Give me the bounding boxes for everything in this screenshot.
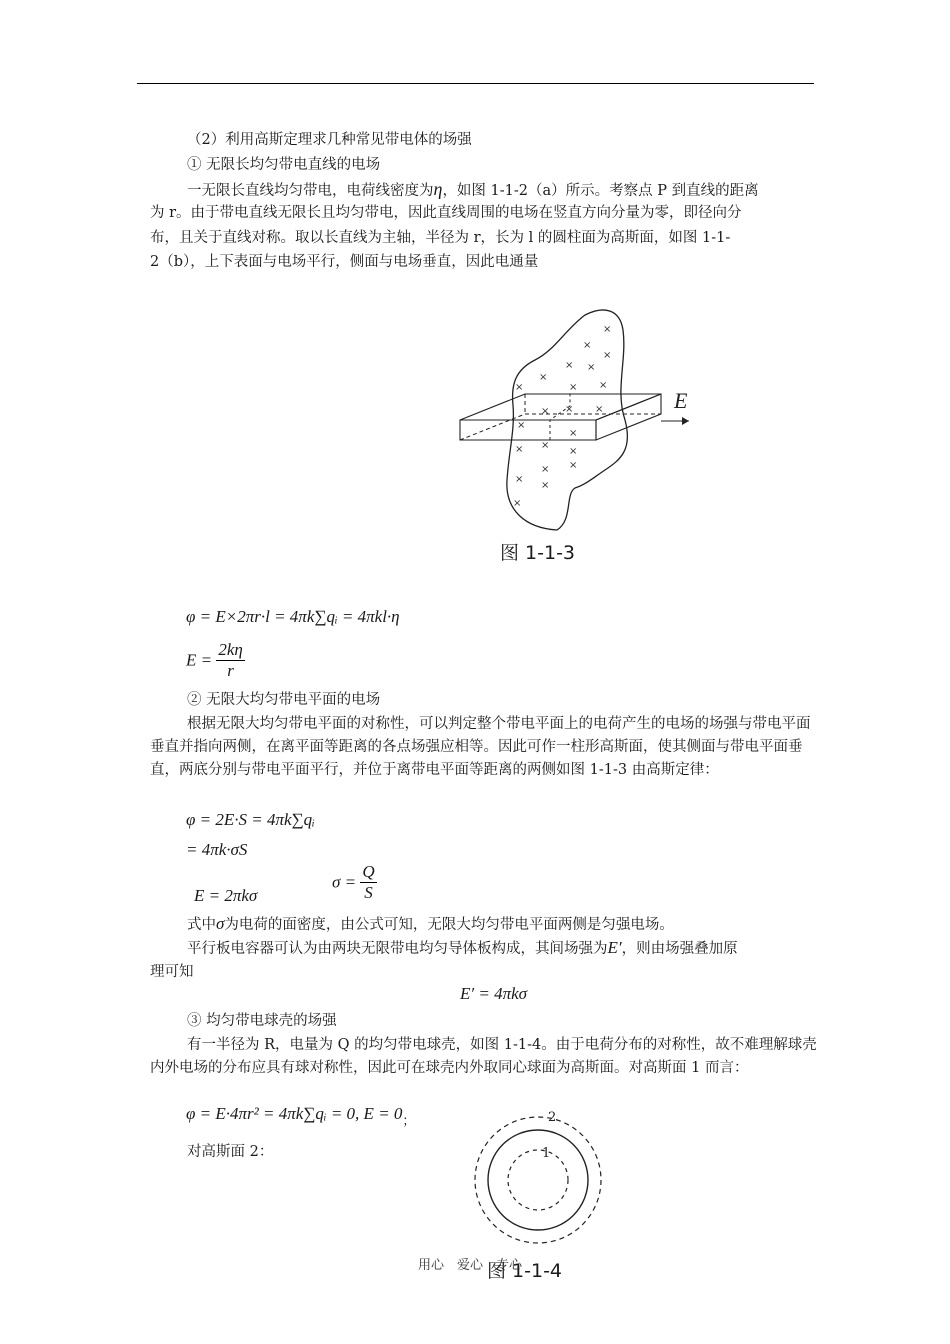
item2-note-b: 为电荷的面密度，由公式可知，无限大均匀带电平面两侧是匀强电场。 <box>224 917 674 933</box>
eta-symbol: η <box>433 179 443 199</box>
charge-mark: × <box>515 444 524 455</box>
charge-mark: × <box>603 324 612 335</box>
charge-mark: × <box>541 464 550 475</box>
eq-plane-1: φ = 2E·S = 4πk∑qᵢ <box>186 810 315 829</box>
eq-line-E <box>186 640 245 681</box>
item2-note-a: 式中 <box>187 917 216 933</box>
item3-gauss2: 对高斯面 2： <box>187 1144 274 1160</box>
item1-line1-a: 一无限长直线均匀带电，电荷线密度为 <box>187 183 434 199</box>
charge-mark: × <box>603 350 612 361</box>
charge-mark: × <box>599 380 608 391</box>
eq-line-flux: φ = E×2πr·l = 4πk∑qᵢ = 4πkl·η <box>186 607 400 626</box>
item2-cap-b: ，则由场强叠加原 <box>621 941 738 957</box>
charge-mark: × <box>565 360 574 371</box>
item2-cap-a: 平行板电容器可认为由两块无限带电均匀导体板构成，其间场强为 <box>187 941 608 957</box>
item2-note <box>187 914 674 935</box>
footer-text: 用心 爱心 专心 <box>418 1258 523 1273</box>
eq-sigma-fraction <box>360 862 376 903</box>
eq-line-E-fraction <box>216 640 244 681</box>
item2-title: ② 无限大均匀带电平面的电场 <box>187 692 381 708</box>
sigma-symbol: σ <box>216 914 225 933</box>
charge-mark: × <box>541 406 550 417</box>
eq-shell-1-tail: ； <box>402 1113 416 1128</box>
header-rule <box>137 83 814 84</box>
item2-body: 根据无限大均匀带电平面的对称性，可以判定整个带电平面上的电荷产生的电场的场强与带电平面垂直并指向两侧，在离平面等距离的各点场强应相等。因此可作一柱形高斯面，使其侧面与带电平面垂直，两底分别与带电平面平行，并位于离带电平面等距离的两侧如图 1-1-3 由高斯定律： <box>150 716 811 778</box>
eq-shell-1-main: φ = E·4πr² = 4πk∑qᵢ = 0, E = 0 <box>186 1104 403 1123</box>
eq-line-E-num: 2kη <box>218 640 243 659</box>
figure-1-1-4 <box>468 1110 608 1250</box>
charge-mark: × <box>569 382 578 393</box>
eq-plane-2: = 4πk·σS <box>186 840 248 859</box>
item2-capacitor-line2: 理可知 <box>150 964 194 980</box>
charge-mark: × <box>541 440 550 451</box>
item1-line3: 布，且关于直线对称。取以长直线为主轴，半径为 r，长为 l 的圆柱面为高斯面，如图 1-1- <box>150 230 731 246</box>
gauss-surface-2 <box>475 1117 601 1243</box>
charge-mark: × <box>569 446 578 457</box>
item1-line1 <box>187 179 759 201</box>
item1-title: ① 无限长均匀带电直线的电场 <box>187 157 381 173</box>
section-title: （2）利用高斯定理求几种常见带电体的场强 <box>187 132 472 148</box>
eq-sigma-num: Q <box>362 862 375 881</box>
item3-title: ③ 均匀带电球壳的场强 <box>187 1013 337 1029</box>
charge-mark: × <box>517 420 526 431</box>
eq-line-E-den: r <box>227 661 234 680</box>
eq-line-E-lhs: E = <box>186 650 213 670</box>
eq-sigma-lhs: σ = <box>332 872 357 892</box>
label-surface-1: 1 <box>542 1146 551 1161</box>
figure-1-1-3 <box>455 310 715 530</box>
charge-mark: × <box>515 382 524 393</box>
figure-1-1-3-caption: 图 1-1-3 <box>500 542 576 564</box>
charge-mark: × <box>539 372 548 383</box>
charge-mark: × <box>513 498 522 509</box>
charge-mark: × <box>587 362 596 373</box>
item1-line1-b: ，如图 1-1-2（a）所示。考察点 P 到直线的距离 <box>442 183 759 199</box>
charged-shell <box>488 1130 588 1230</box>
item1-line4: 2（b），上下表面与电场平行，侧面与电场垂直，因此电通量 <box>150 254 539 270</box>
charge-mark: × <box>569 460 578 471</box>
charge-mark: × <box>595 404 604 415</box>
item3-body: 有一半径为 R，电量为 Q 的均匀带电球壳，如图 1-1-4。由于电荷分布的对称性，故不难理解球壳内外电场的分布应具有球对称性，因此可在球壳内外取同心球面为高斯面。对高斯面 1 而言： <box>150 1037 817 1076</box>
eq-sigma-den: S <box>364 883 373 902</box>
charge-mark: × <box>569 428 578 439</box>
charge-mark: × <box>565 404 574 415</box>
label-surface-2: 2 <box>548 1110 557 1125</box>
gauss-surface-1 <box>508 1150 568 1210</box>
item2-capacitor-line <box>187 938 738 959</box>
E-prime-symbol: E′ <box>607 938 622 957</box>
field-label-E: E <box>674 388 688 413</box>
eq-shell-1 <box>186 1104 415 1129</box>
eq-plane-E: E = 2πkσ <box>194 886 258 905</box>
charge-mark: × <box>515 474 524 485</box>
eq-capacitor: E′ = 4πkσ <box>460 984 528 1003</box>
figure-1-1-4-caption: 图 1-1-4 <box>487 1260 563 1282</box>
eq-sigma <box>332 862 377 903</box>
charge-mark: × <box>541 480 550 491</box>
item1-line2: 为 r。由于带电直线无限长且均匀带电，因此直线周围的电场在竖直方向分量为零，即径向分 <box>150 205 742 221</box>
charge-mark: × <box>583 340 592 351</box>
